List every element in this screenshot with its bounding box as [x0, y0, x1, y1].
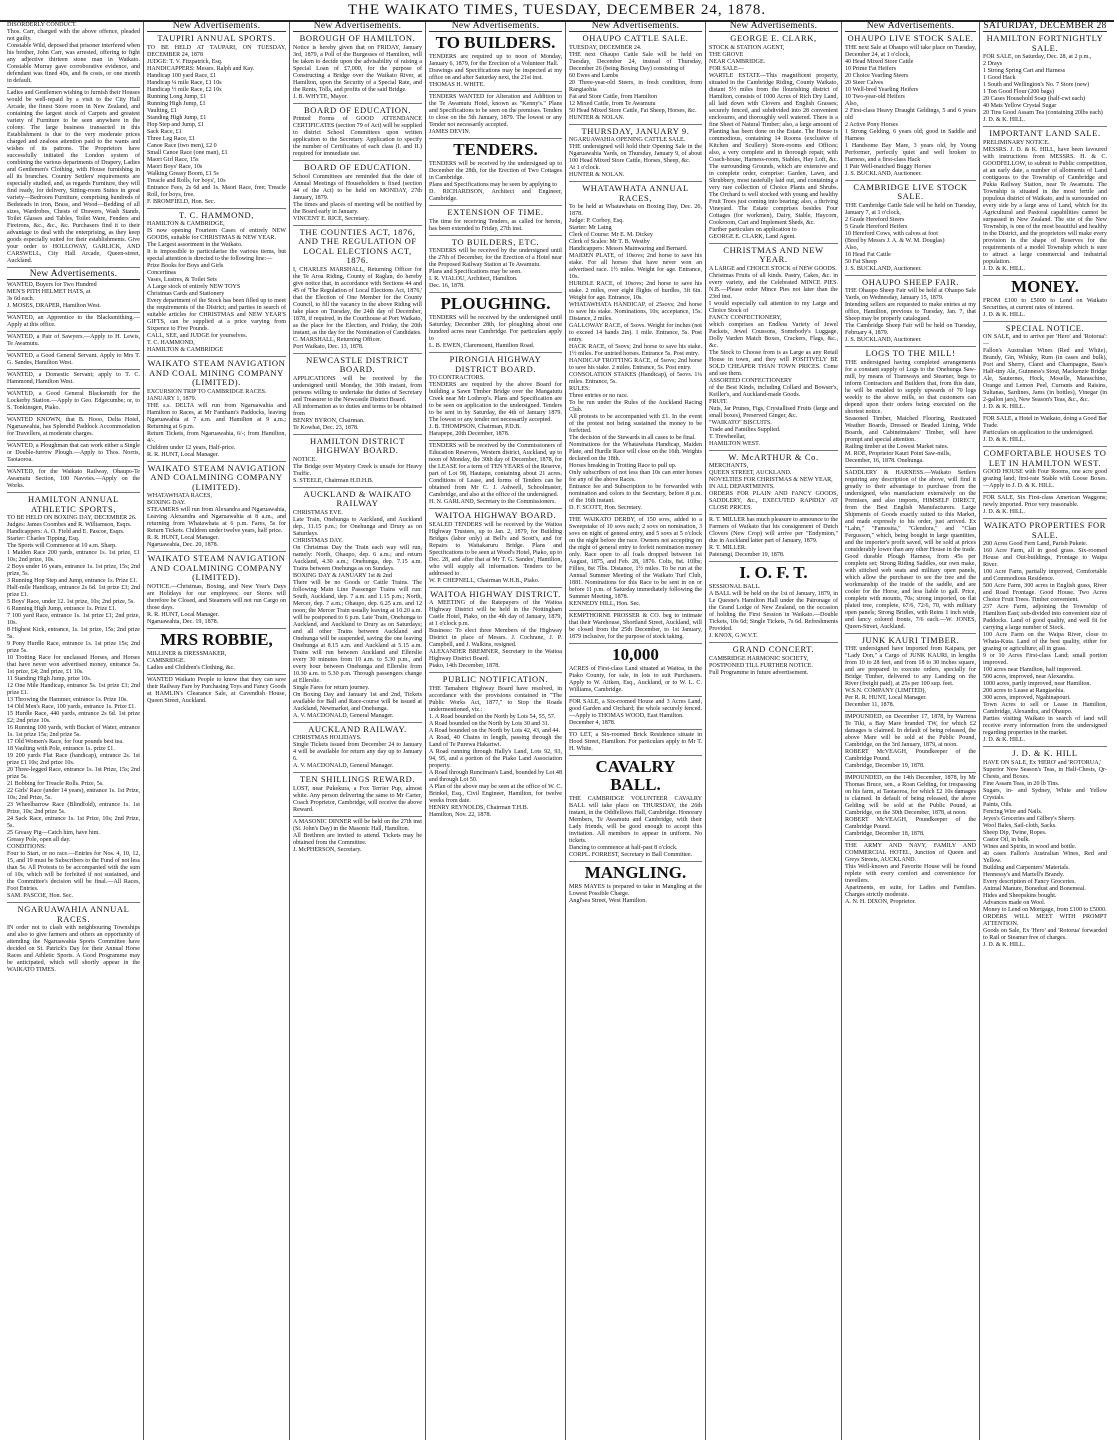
advertisement	[293, 437, 422, 488]
advertisement-body: CAMBRIDGE HARMONIC SOCIETY, POSTPONED TILL FURTHER NOTICE. Full Programme in future advertisement.	[709, 655, 813, 676]
advertisement-title: LOGS TO THE MILL!	[865, 348, 956, 358]
advertisement-title: TENDERS.	[453, 140, 538, 159]
advertisement-title: MONEY.	[1011, 276, 1079, 296]
advertisement	[293, 163, 422, 226]
advertisement	[983, 495, 1107, 519]
advertisement-title: IMPORTANT LAND SALE.	[989, 128, 1101, 138]
advertisement-body: Printed Forms of GOOD ATTENDANCE CERTIFICATES (section 79 of Act) will be supplied to district School Committees upon written application to the Secretary. Application to specify the number of Certificates of each class (I. and II.) required for immediate use.	[293, 116, 422, 157]
advertisement	[569, 699, 702, 730]
advertisement	[569, 34, 702, 125]
advertisement	[983, 34, 1107, 127]
advertisement-title: HAMILTON FORTNIGHTLY SALE.	[986, 33, 1104, 53]
advertisement-title: EXTENSION OF TIME.	[447, 207, 544, 217]
advertisement-title: OHAUPO SHEEP FAIR.	[862, 276, 959, 287]
advertisement-body: IMPOUNDED, on December 17, 1878, by Warrena Te Tiki, a Bay Mare branded TW, for which £2 damages is claimed. In default of being released, the above Mare will be sold at the Public Pound, Cambridge, on the 3rd January, 1879, at noon. ROBERT McVEAGH, Poundkeeper of the Cambridge Pound. Cambridge, December 19, 1878.	[845, 714, 976, 769]
advertisement-body: FROM £100 to £5000 to Lend on Waikato Securities, at current rates of interest. J. D. & K. HILL.	[983, 297, 1107, 318]
advertisement	[147, 211, 286, 358]
advertisement	[845, 34, 976, 181]
advertisement-body: TENDERS will be received by the Commissioners of Education Reserves, Western district, Auckland, up to noon of Monday, the 30th day of December, 1878, for the LEASE for a term of TEN YEARS of the Reserve, part of Lot 98, Hautapu, containing about 21 acres. Conditions of Lease, and forms of Tenders can be obtained from Mr C. J. Ashwell, Schoolmaster, Cambridge, and also at the office of the undersigned. H. N. GARLAND, Secretary to the Commissioners.	[429, 443, 562, 505]
advertisement-body: To be held at Whatawhata on Boxing Day, Dec. 26, 1878. Judge: P. Corboy, Esq. Starter: Mr Laing Clerk of Course: Mr E. M. Dickey Clerk of Scales: Mr T. B. Westby Handicappers: Messrs Mainwaring and Bernard. MAIDEN PLATE, of 10sovs; 2nd horse to save his stake. For all horses that have never won an advertised race. 1½ miles. Weight for age. Entrance, 10s. HURDLE RACE, of 10sovs; 2nd horse to save his stake. 2 miles, over eight flights of hurdles, 3ft 6in. Weight for age. Entrance, 10s. WHATAWHATA HANDICAP, of 25sovs; 2nd horse to save his stake. Nominations, 10s; acceptance, 15s. Distance, 2 miles. GALLOWAY RACE, of 5sovs. Weight for inches (not to exceed 14 hands 2in). 1 mile. Entrance, 5s. Post entry. HACK RACE, of 5sovs; 2nd horse to save his stake. 1½ miles. For untried horses. Entrance 5s. Post entry. HANDICAP TROTTING RACE, of 5sovs; 2nd horse to save his stake. 2 miles. Entrance, 5s. Post entry. CONSOLATION STAKES (Handicap), of 5sovs. 1¼ miles. Entrance, 5s. RULES: Three entries or no race. To be run under the Rules of the Auckland Racing Club. All protests to be accompanied with £1. In the event of the protest not being sustained the money to be forfeited. The decision of the Stewards in all cases to be final. Nominations for the Whatawhata Handicap, Maiden Plate, and Hurdle Race will close on the 16th. Weights declared on the 18th. Horses breaking in Trotting Race to pull up. Only subscribers of not less than 10s can enter horses for any of the above Races. Entrance fee and Subscription to be forwarded with nomination and colors to the Secretary, before 8 p.m. of the 16th instant. D. F. SCOTT, Hon. Secretary.	[569, 204, 702, 511]
advertisement	[983, 749, 1107, 951]
advertisement-body: SEALED TENDERS will be received by the Waitoa Highway Trustees, up to Jan. 2, 1879, for Building Bridges (labor only) at Bell's and Scott's, and for Repairs to Waitakaruru Bridge. Plans and Specifications to be seen at Wood's Hotel, Piako, up to Dec. 28, and after that at Mr T. G. Sandes', Hamilton, who will supply all information. Tenders to be addressed to W. P. CHEPNELL, Chairman W.H.B., Piako.	[429, 521, 563, 584]
newspaper-column	[290, 22, 426, 1440]
advertisement	[429, 355, 562, 441]
advertisement-title: WAITOA HIGHWAY BOARD.	[434, 510, 557, 520]
advertisement	[429, 208, 562, 236]
advertisement	[709, 453, 838, 516]
advertisement-title: MRS ROBBIE,	[160, 629, 273, 649]
advertisement-title: WAIKATO STEAM NAVIGATION AND COALMINING COMPANY (LIMITED).	[147, 462, 286, 492]
advertisement	[709, 34, 838, 244]
advertisement-body: THE Ohaupo Sheep Fair will be held at Ohaupo Sale Yards, on Wednesday, January 15, 1879. Intending sellers are requested to make entries at my office, Hamilton, previous to Tuesday, Jan. 7, that Sheep may be properly catalogued. The Cambridge Sheep Fair will be held on Tuesday, February 4, 1879. J. S. BUCKLAND, Auctioneer.	[845, 288, 976, 343]
advertisement-body: FOR SALE, Six First-class American Waggons; newly imported. Price very reasonable. J. D. & K. HILL.	[983, 495, 1107, 515]
advertisement-body: MERCHANTS, QUEEN STREET, AUCKLAND. NOVELTIES FOR CHRISTMAS & NEW YEAR, IN ALL DEPARTMENTS. ORDERS FOR PLAIN AND FANCY GOODS, SADDLERY, &c., EXECUTED RAPIDLY AT CLOSE PRICES.	[709, 463, 838, 511]
column-heading: New Advertisements.	[569, 22, 702, 32]
advertisement-title: NEWCASTLE DISTRICT BOARD.	[306, 354, 409, 374]
section-heading: New Advertisements.	[7, 270, 140, 280]
advertisement-title: JUNK KAURI TIMBER.	[861, 634, 960, 645]
advertisement	[569, 184, 702, 515]
advertisement-body: LOST, near Pukekura, a Fox Terrier Pup, almost white. Any person delivering the same to Mr Carter, Coach Proprietor, Cambridge, will receive the above Reward.	[293, 785, 422, 813]
advertisement-body: FOR SALE, a Hotel in Waikato, doing a Good Bar Trade. Particulars on application to the undersigned. J. D. & K. HILL.	[983, 416, 1107, 443]
advertisement	[709, 246, 838, 451]
advertisement-title: GRAND CONCERT.	[732, 644, 815, 654]
advertisement	[983, 278, 1107, 322]
advertisement-body: EXCURSION TRIP TO CAMBRIDGE RACES. JANUARY 1, 1879. THE s.s. DELTA will run from Ngaruawahia and Hamilton to Races, at Mr Fantham's Paddocks, leaving Ngaruawahia at 7 a.m. and Hamilton at 9 a.m.; Returning at 6 p.m. Return Tickets, from Ngaruawahia, 6/-; from Hamilton, 4/-. Children under 12 years, Half-price. R. R. HUNT, Local Manager.	[147, 388, 286, 458]
advertisement	[569, 758, 702, 862]
advertisement	[845, 714, 976, 773]
advertisement-body: WANTED, a Domestic Servant; apply to T. C. Hammond, Hamilton West.	[7, 372, 140, 385]
newspaper-column	[426, 22, 566, 1440]
advertisement	[7, 495, 140, 903]
news-item-body: Ladies and Gentlemen wishing to furnish their Houses would be well-repaid by a visit to the City Hall Arcade, the finest Store room in New Zealand, and containing the largest stock of Carpets and greatest variety of Furniture to be seen anywhere in the colony. The large business transacted in this Establishment is due to the very moderate prices charged and zealous attention paid to the wants and wishes of its patrons. The Proprietors have successfully initiated the London system of combining the various departments of Drapery, Ladies and Gentlemen's Clothing, with House furnishing in all its branches. Country Settlers' requirements are especially studied, and, as regards Furniture, they will find ready, for delivery, Sitting-room Suites in great variety—Bedroom Furniture, comprising hundreds of Bedsteads in iron, Brass, and Wood—Bedding of all sizes, Wardrobes, Chests of Drawers, Wash Stands, Toilet Glasses and Tables, Toilet Ware, Fenders and Fireirons, &c., &c., &c. Purchasers find it to their advantage to deal with the enterprising, as they keep goods especially suited for their establishments. Give your order to HOLLOWAY, GARLICK, AND CARSWELL, City Hall Arcade, Queen-street, Auckland.	[7, 90, 140, 264]
advertisement-body: THE next Sale at Ohaupo will take place on Tuesday, December 24, at 1 o'clock, 40 Head Mixed Store Cattle 10 Prime Fat Heifers 20 Choice Yearling Steers 20 Steer Calves 10 Well-bred Yearling Heifers 10 Two-year-old Heifers Also, 2 First-class Heavy Draught Geldings, 5 and 6 years old 2 Active Pony Horses 1 Strong Gelding, 6 years old; good in Saddle and Harness 1 Handsome Bay Mare, 3 years old, by Young Performer, perfectly quiet and well broken to Harness, and a first-class Hack 1 Pair Well-matched Buggy Horses J. S. BUCKLAND, Auctioneer.	[845, 44, 976, 177]
masthead: THE WAIKATO TIMES, TUESDAY, DECEMBER 24, 1878.	[0, 0, 1114, 22]
advertisement	[845, 183, 976, 276]
advertisement-body: MILLINER & DRESSMAKER, CAMBRIDGE. Ladies and Children's Clothing, &c.	[147, 650, 235, 671]
advertisement-title: MANGLING.	[584, 863, 687, 882]
advertisement	[709, 517, 838, 562]
advertisement-body: GOOD HOUSE with Four Rooms, one acre good grazing land; first-rate Stable with Loose Boxes.—Apply to J. D. & K. HILL.	[983, 469, 1107, 489]
advertisement	[983, 449, 1107, 493]
advertisement	[845, 775, 976, 841]
advertisement-body: THE Tamahere Highway Board have resolved, in accordance with the provisions contained in "The Public Works Act, 1877," to Stop the Roads undermentioned, viz.: 1. A Road bounded on the North by Lots 54, 55, 57. A Road bounded on the North by Lots 30 and 31. A Road bounded on the North by Lots 42, 43, and 44. A Road, 40 Chains in length, passing through the Land of Te Purewa Hakariwi. A Road running through Hally's Land, Lots 92, 93, 94, 95, and a portion of the Piako Land Association property. A Road through Runciman's Land, bounded by Lot 48 and through Lot 50. A Plan of the above may be seen at the office of W. C. Brinkel, Esq., Civil Engineer, Hamilton, for twelve weeks from date. HENRY REYNOLDS, Chairman T.H.B. Hamilton, Nov. 22, 1878.	[429, 685, 562, 818]
advertisement	[569, 613, 702, 644]
advertisement	[429, 675, 562, 821]
advertisement	[147, 554, 286, 629]
advertisement-title: OHAUPO CATTLE SALE.	[582, 33, 689, 43]
advertisement-body: HAMILTON & CAMBRIDGE, IS now opening Fourteen Cases of entirely NEW GOODS, suitable for CHRISTMAS & NEW YEAR. The Largest assortment in the Waikato. It is impossible to particularise the various items, but special attention is directed to the following line:— Prize Books for Boys and Girls Concertinas Vases, Lustres, & Toilet Sets A Large stock of entirely NEW TOYS Christmas Cards and Stationery Every department of the Stock has been filled up to meet the requirements of the District; and parties in search of suitable articles for CHRISTMAS and NEW YEAR'S GIFTS, can be supplied at a price varying from Sixpence to Five Pounds. CALL, SEE, and JUDGE for yourselves. T. C. HAMMOND, HAMILTON & CAMBRIDGE	[147, 221, 286, 353]
advertisement	[845, 636, 976, 713]
advertisement	[7, 372, 140, 389]
advertisement	[983, 521, 1107, 747]
advertisement-body: WHATAWHATA RACES, BOXING DAY. STEAMERS will run from Alexandra and Ngaruawahia, Leaving Alexandra and Ngaruawahia at 8 a.m., and returning from Whatawhata at 6 p.m. Fares, 5s for Return Tickets. Children under twelve years, half price. R. R. HUNT, Local Manager. Ngaruawahia, Dec. 20, 1878.	[147, 493, 286, 548]
advertisement-body: A LARGE and CHOICE STOCK of NEW GOODS. Christmas Fruits of all kinds. Pastry, Cakes, &c. in every variety, and the Celebrated MINCE PIES. N.B.—Please order Mince Pies not later than the 23rd inst. I would especially call attention to my Large and Choice Stock of FANCY CONFECTIONERY, which comprises an Endless Variety of Jewel Packets, Jewel Coussons, Somebody's Luggage, Dolly Varden Match Boxes, Crackers, Flags, &c., &c. The Stock to Choose from is as Large as any Retail House in town, and they will POSITIVELY BE SOLD CHEAPER THAN TOWN PRICES. Come and see them. ASSORTED CONFECTIONERY of the Best Kinds, including Collard and Bowser's, Keiller's, and Auckland-made Goods. FRUIT. Nuts, Jar Prunes, Figs, Crystallised Fruits (large and small boxes), Preserved Ginger, &c. "WAIKATO" BISCUITS. Trade and Families Supplied. T. Trewheellar, HAMILTON WEST.	[709, 265, 838, 447]
advertisement-title: NGARUAWAHIA ANNUAL RACES.	[17, 904, 130, 924]
advertisement	[983, 416, 1107, 447]
advertisement	[293, 106, 422, 162]
advertisement	[7, 391, 140, 415]
newspaper-page	[4, 22, 1110, 1440]
advertisement-body: IMPOUNDED, on the 14th December, 1878, by Mr Thomas Bruce, sen., a Roan Gelding, for trespassing on his farm, at Taotaoroa, for which £2 10s damages is claimed. In default of being released, the above Gelding will be sold at the Public Pound, at Cambridge, on the 30th December, 1878, at noon. ROBERT McVEAGH, Poundkeeper of the Cambridge Pound. Cambridge, December 18, 1878.	[845, 775, 976, 837]
advertisement-body: SESSIONAL BALL. A BALL will be held on the 1st of January, 1879, in Le Quesne's Hamilton Hall under the Patronage of the Grand Lodge of New Zealand, on the occasion of holding the First Session in Waikato.—Double Tickets, 10s 6d; Single Tickets, 7s 6d. Refreshments Provided. J. KNOX, G.W.V.T.	[709, 584, 838, 639]
advertisement-title: WAIKATO PROPERTIES FOR SALE.	[983, 520, 1107, 540]
advertisement-title: SPECIAL NOTICE.	[1005, 322, 1085, 333]
advertisement-body: WANTED, an Apprentice to the Blacksmithing.—Apply at this office.	[7, 315, 140, 328]
advertisement	[7, 417, 140, 441]
advertisement-title: HAMILTON DISTRICT HIGHWAY BOARD.	[310, 435, 405, 455]
advertisement	[7, 469, 140, 493]
advertisement	[147, 631, 286, 675]
advertisement-title: OHAUPO LIVE STOCK SALE.	[847, 33, 974, 43]
advertisement-body: SADDLERY & HARNESS.—Waikato Settlers requiring any description of the above, will find it greatly to their advantage to purchase from the undersigned, who manufacture extensively on the Premises, and also imports, HIMSELF DIRECT, from the Best English Manufacturers. Large Shipments of Goods exactly suited to this Market, and made expressly to his order, just arrived. Ex "Lahn," "Famosita," "Glendora," and "Clan Fergusson," which, being bought in large quantities, and the importer's profit saved, will be sold at prices considerably lower than any other House in the trade. Good durable Plough Harness, from 45s per complete set; Strong Riding Saddles, our own make, with stitched web seats and military open panels, which allow the purchaser to see the tree and the workmanship of the inside of the saddle, and are cooler for the Horse, and less liable to gall. Price, complete with mounts, 70s; strong imported, on flat plated tree, complete, 67/6, 72/6, 70, with military open panels; Strong Bridles, with Reins 1 inch wide, and fancy colored fronts, 7/6 each.—W. JONES, Queen-Street, Auckland.	[845, 469, 976, 630]
advertisement	[429, 34, 562, 92]
advertisement-body: TENDERS will be received by the undersigned until the 27th of December, for the Erection of a Hotel near the Proposed Railway Station at Te Awamutu. Plans and Specifications may be seen. I. R. VIALOU, Architect, Hamilton. Dec. 16, 1878.	[429, 248, 562, 289]
advertisement-title: TO BUILDERS, ETC.	[451, 236, 540, 247]
advertisement-body: TENDERS will be received by the undersigned up to December the 28th, for the Erection of Two Cottages in Cambridge. Plans and Specifications may be seen by applying to D. RICHARDSON, Architect and Engineer, Cambridge.	[429, 161, 562, 202]
newspaper-column	[4, 22, 144, 1440]
column-heading: SATURDAY, DECEMBER 28	[983, 22, 1107, 31]
advertisement	[709, 564, 838, 643]
advertisement-title: TAUPIRI ANNUAL SPORTS.	[157, 33, 276, 43]
advertisement-body: FOR SALE, a Six-roomed House and 3 Acres Land, good Garden and Orchard; the whole securely fenced.—Apply to THOMAS WOOD, East Hamilton. December 4, 1878.	[569, 699, 702, 726]
advertisement-body: NGARUAWAHIA OPENING CATTLE SALE. THE undersigned will hold their Opening Sale in the Ngaruawahia Yards, on Thursday, January 9, of about 100 Head Mixed Store Cattle, Horses, Sheep, &c. At 1 o'clock. HUNTER & NOLAN.	[569, 137, 702, 178]
advertisement-body: STOCK & STATION AGENT, THE GROVE NEAR CAMBRIDGE. FOR SALE— WARTLE ESTATE—This magnificent property, situated in the Cambridge Riding, County Waikato, distant 5½ miles from the flourishing district of Hamilton, consists of 1000 Acres of Rich Dry Land, all laid down with Clovers and English Grasses; securely fenced, and subdivided into 28 convenient enclosures, and thoroughly well watered. There is a fine Sheet of Natural Timber; also, a large amount of Planting has been done on the Estate. The House is commodious, containing 14 Rooms (exclusive of Kitchen and Scullery) Store-rooms and Offices; also, a very complete and in thorough repair, with Coach-house, Harness-room, Stables, Hay Loft, &c. The surrounding Grounds, which are extensive and in complete order, comprise: Garden, Lawn, and Shrubbery, most tastefully laid out, and containing a very rare collection of Choice Plants and Shrubs. The Orchard is well stocked with young and healthy Fruit Trees just coming into bearing; also, a thriving Vineyard. The Estate comprises besides Four Cottages (for workmen), Dairy, Stable, Haycorn, Cookroom, Cart and Implement Sheds, &c. Further particulars on application to GEORGE E. CLARK, Land Agent.	[709, 44, 838, 240]
advertisement-body: I, CHARLES MARSHALL, Returning Officer for the Te Aroa Riding, County of Raglan, do hereby give notice that, in accordance with Sections 44 and 45 of 'The Regulation of Local Elections Act, 1876,' that the Election of One Member for the County Council, to fill the vacancy in the above Riding will take place on Tuesday, the 24th day of December, 1878, if required, in the Courthouse at Port Waikato, as the place for the Election, and Friday, the 20th instant, as the day for the Nomination of Candidates. C. MARSHALL, Returning Officer. Port Waikato, Dec. 13, 1878.	[293, 266, 422, 350]
advertisement-body: TUESDAY, DECEMBER 24. THE next Ohaupo Cattle Sale will be held on Tuesday, December 24, instead of Thursday, December 26 (being Boxing Day) consisting of 60 Ewes and Lambs 20 Three-year-old Steers, in fresh condition, from Rangiaohia Fat and Store Cattle, from Hamilton 12 Mixed Cattle, from Te Awamutu 50 Head Mixed Store Cattle, Fat Sheep, Horses, &c. HUNTER & NOLAN.	[569, 44, 702, 121]
advertisement-body: ON SALE, and to arrive per 'Hero' and 'Rotorua':— Fallon's Australian Wines (Red and White), Brandy, Gin, Whisky, Rum (in cases and bulk), Port and Sherry, Claret and Champagne, Bass's Half-tiny Ale, Guinness's Stout, Mackenzie Bridge Ale, Sauternes, Hock, Moselle, Maraschino, Orange and Lemon Peel, Currants and Raisins, Sultanas, Sardines, Jams (in bottles), Vinegar (in 2-gallon jars), New Season's Teas, &c., &c. J. D. & K. HILL.	[983, 334, 1107, 410]
advertisement-body: School Committees are reminded that the date of Annual Meetings of Householders is fixed (section 44 of the Act) to be held on MONDAY, 27th January, 1879. The times and places of meeting will be notified by the Board early in January. VINCENT E. RICE, Secretary.	[293, 173, 422, 222]
advertisement-body: WANTED, a Ploughman that can work either a Single or Double-furrow Plough.—Apply to Thos. Norris, Taotaoroa.	[7, 443, 140, 463]
advertisement	[293, 775, 422, 817]
advertisement-body: KEMPTHORNE PROSSER & CO. beg to intimate that their Warehouse, Shortland Street, Auckland, will be closed from the 25th December, to 1st January, 1879 inclusive, for the purpose of stock taking.	[569, 613, 702, 640]
advertisement-title: WAIKATO STEAM NAVIGATION AND COALMINING COMPANY (LIMITED).	[147, 553, 286, 582]
newspaper-column	[144, 22, 290, 1440]
advertisement-body: PRELIMINARY NOTICE. MESSRS. J. D. & K. HILL, have been favoured with instructions from MESSRS. H. & C. GOODFELLOW, to submit to Public competition, at an early date, a number of allotments of Land contiguous to the Township of Cambridge and Pukia Railway Station, near Te Awamutu. The Township is situated in the most fertile and populous district of Waikato, and is surrounded on every side by a large area of Land, which for its Agricultural and Pastoral capabilities cannot be surpassed in New Zealand. The site of the New Township, is one of the most beautiful and healthy in the District, and the proprietors will make every provision in the shape of Reserves for the requirements of a model Township which is sure to attract a large commercial and industrial population. J. D. & K. HILL.	[983, 139, 1107, 272]
advertisement-body: The time for receiving Tenders, as called for herein, has been extended to Friday, 27th inst.	[429, 218, 562, 232]
advertisement-title: I. O. F. T.	[739, 563, 808, 582]
advertisement-title: PLOUGHING.	[440, 294, 551, 313]
advertisement-title: T. C. HAMMOND,	[178, 209, 255, 220]
advertisement	[845, 278, 976, 348]
advertisement-body: WANTED, Buyers for Two Hundred MEN'S PITH HELMET HATS, at 3s 6d each. J. MOSES, DRAPER, Hamilton West.	[7, 282, 101, 309]
advertisement-body: THE undersigned have imported from Kaipara, per "Lady Don," a Cargo of JUNK KAURI, in lengths from 10 to 28 feet, and from 18 to 30 inches square, and are prepared to execute orders, specially for Bridge Timber, delivered to any Landing on the River (freight paid), at 25s per 100 sup. feet. W.S.N. COMPANY (LIMITED), Per R. R. HUNT, Local Manager. December 11, 1878.	[845, 646, 976, 708]
advertisement-title: BOARD OF EDUCATION.	[303, 104, 412, 115]
advertisement-title: TEN SHILLINGS REWARD.	[299, 774, 416, 784]
advertisement	[147, 677, 286, 707]
advertisement-body: R. T. MILLER has much pleasure to announce to the Farmers of Waikato that his consignment of Dutch Clovers (New Crop) will arrive per "Endymion," due in Auckland latter part of January, 1879. R. T. MILLER. Paterangi, December 19, 1878.	[709, 517, 838, 558]
news-item	[7, 22, 140, 88]
advertisement-body: A MASONIC DINNER will be held on the 27th inst (St. John's Day) in the Masonic Hall, Hamilton. All Brethren are invited to attend. Tickets may be obtained from the Committee. J. McPHERSON, Secretary.	[293, 818, 422, 853]
advertisement-body: WANTED KNOWN, that B. Hooo, Delta Hotel, Ngaruawahia, has Splendid Paddock Accommodation for Travellers, at moderate charges.	[7, 417, 140, 437]
news-item	[7, 90, 140, 268]
advertisement-title: W. McARTHUR & Co.	[728, 451, 819, 462]
advertisement	[845, 349, 976, 468]
advertisement	[293, 228, 422, 354]
advertisement-title: COMFORTABLE HOUSES TO LET IN HAMILTON WEST.	[983, 448, 1107, 468]
advertisement-body: MRS MAYES is prepared to take in Mangling at the Lowest Possible Charge. Angl'sea Street, West Hamilton.	[569, 884, 702, 904]
advertisement-body: IN order not to clash with neighbouring Townships and also to give farmers and others an opportunity of attending the Ngaruawahia Sports Committee have decided on St. Patrick's Day for their Annual Horse Races and Athletic Sports. A Good Programme may be anticipated, which will shortly appear in the WAIKATO TIMES.	[7, 925, 140, 973]
advertisement-title: J. D. & K. HILL	[1012, 748, 1078, 758]
advertisement-body: CHRISTMAS HOLIDAYS. Single Tickets issued from December 24 to January 4 will be available for return any day up to January 6. A. V. MACDONALD, General Manager.	[293, 735, 422, 769]
advertisement-body: CHRISTMAS EVE. Late Train, Onehunga to Auckland, and Auckland dep., 11.15 p.m.; for Onehunga and Drury as on Saturdays. CHRISTMAS DAY. On Christmas Day the Train each way will run, namely: North, Ohaupo, dep. 6 a.m.; and return Auckland, 4.30 a.m.; Onehunga, dep. 7.15 a.m. Trains between Onehunga as on Sundays. BOXING DAY & JANUARY 1st & 2nd There will be no Goods or Cattle Trains. The following Main Line Passenger Trains will run: South, Auckland, dep. 7 a.m. and 1.15 p.m.; North, Mercer, dep. 7 a.m.; Ohaupo, dep. 6.25 a.m. and 12 noon; the Mercer Train usually leaving at 10.20 a.m. will be postponed to 6 p.m. Late Train, Onehunga to Auckland, and Auckland to Drury as on Saturdays; and all other Trains between Auckland and Onehunga will be suspended, saving the one leaving Onehunga at 8.15 a.m. and Auckland at 5.15 a.m. Trains will run between Auckland and Ellerslie every 30 minutes from 10 a.m. to 5.30 p.m., and every hour between Onehunga and Ellerslie from 10.30 a.m. to 5.30 p.m. Through passengers change at Ellerslie. Single Fares for return journey. On Boxing Day and January 1st and 2nd, Tickets available for Ball and Race-course will be issued at Auckland, Newmarket, and Onehunga. A. V. MACDONALD, General Manager.	[293, 509, 422, 719]
column-heading: New Advertisements.	[709, 22, 838, 32]
advertisement-body: NOTICE.—Christmas, Boxing, and New Year's Days are Holidays for our employees; our Stores will therefore be Closed, and Steamers will not run Cargo on those days. R. R. HUNT, Local Manager. Ngaruawahia, Dec. 19, 1878.	[147, 583, 286, 625]
advertisement-body: THE CAMBRIDGE VOLUNTEER CAVALRY BALL will take place on THURSDAY, the 26th instant, in the Oddfellows Hall, Cambridge. Honorary Members, Te Awamutu and Cambridge, with their Lady friends, will be good enough to accept this invitation. All members to appear in uniform. No tickets. Dancing to commence at half-past 8 o'clock. CORPL. FORREST, Secretary to Ball Committee.	[569, 796, 702, 858]
advertisement-body: 200 Acres Good Fern Land, Parish Pukete. 160 Acre Farm, all in good grass. Six-roomed House and Out-buildings, Frontage to Waipa River. 100 Acre Farm, partially improved, Comfortable and Commodious Residence. 500 Acre Farm, 300 acres in English grass, River and Road Frontage. Good House. Two Acres Choice Fruit Trees. Timber convenient. 237 Acre Farm, adjoining the Township of Hamilton East; sub-divided into convenient size of Paddocks. Land of good quality, and well fit for carrying a large number of Stock. 100 Acre Farm on the Waipa River, close to Whata-Kuta. Land of the best quality, either for grazing or agriculture; all in grass. 9 or 10 Acres First-class Land; small portion improved. 100 acres near Hamilton, half improved. 500 acres, improved, near Alexandra. 1000 acres, partly improved, near Hamilton. 200 acres to Lease at Rangiaohia. 300 acres, improved, Ngahinapouri. Town Acres to sell or Lease in Hamilton, Cambridge, Alexandra, and Ohaupo. Parties visiting Waikato in search of land will receive every information from the undersigned regarding properties in the market. J. D. & K. HILL.	[983, 541, 1107, 743]
advertisement	[845, 470, 976, 634]
advertisement-title: HAMILTON ANNUAL ATHLETIC SPORTS,	[28, 494, 119, 514]
advertisement-body: TO BE HELD AT TAUPARI, ON TUESDAY, DECEMBER 24, 1878 JUDGE: T. V. Fitzpatrick, Esq. HANDICAPPERS: Messrs. Ralph and Kay. Handicap 100 yard Race, £1 Handicap ¼ mile Race, £1 10s Handicap ½ mile Race, £2 10s Running Long Jump, £1 Running High Jump, £1 Vaulting, £1 Standing High Jump, £1 Hop Step and Jump, £1 Sack Race, £1 Three Leg Race, £1 Canoe Race (two men), £2 0 Small Canoe Race (one man), £1 Maori Girl Race, 15s Maori Boys' Race, 10s Walking Greasy Boom, £1 5s Treacle and Rolls, for boys', 10s Entrance Fees, 2s 6d and 1s. Maori Race, free; Treacle Roll, for boys, free. F. BROMFIELD, Hon. Sec.	[147, 44, 286, 205]
advertisement	[569, 517, 702, 611]
advertisement	[147, 359, 286, 462]
advertisement-title: TO BUILDERS.	[435, 33, 556, 52]
advertisement-body: Notice is hereby given that on FRIDAY, January 3rd, 1879, a Poll of the Burgesses of Hamilton, will be taken to decide upon the advisability of raising a Special Loan of £7,000, for the purpose of Constructing a Bridge over the Waikato River, at Hamilton, upon the Security of a Special Rate, and the Rents, Tolls, and profits of the said Bridge. J. B. WHYTE, Mayor.	[293, 44, 422, 100]
advertisement	[429, 295, 562, 353]
advertisement-body: TO LET, a Six-roomed Brick Residence situate in Hood Street, Hamilton. For particulars apply to Mr T. H. White.	[569, 732, 702, 752]
advertisement-body: TO CONTRACTORS. TENDERS are required by the above Board for building a Sawn Timber Bridge over the Mangatutu Creek near Mr Lothrop's. Plans and Specification are to be seen on application to the undersigned. Tenders to be sent in by Saturday, the 4th of January 1879. The lowest or any tender not necessarily accepted. J. B. THOMPSON, Chairman, P.D.B. Harapepe, 20th December, 1878.	[429, 375, 562, 437]
advertisement-title: CAVALRY BALL.	[595, 757, 676, 794]
advertisement	[983, 324, 1107, 415]
advertisement-body: WANTED Waikato People to know that they can save their Railway Fare by Purchasing Toys and Fancy Goods at HAMLIN's Clearance Sale, at Cavendish House, Queen Street, Auckland.	[147, 676, 286, 704]
advertisement-body: APPLICATIONS will be received by the undersigned until Monday, the 30th instant, from persons willing to undertake the duties of Secretary and Treasurer to the Newcastle District Board. All information as to duties and terms to be obtained from BENRY BYRON, Chairman. Te Kowhai, Dec. 23, 1878.	[293, 375, 422, 431]
advertisement-body: WANTED, a Good General Blacksmith for the Lockerby Station.—Apply to Geo. Edgecumbe; or, to S. Tonkinsgen, Piako.	[7, 391, 140, 411]
column-heading: New Advertisements.	[845, 22, 976, 32]
advertisement	[429, 511, 562, 588]
advertisement-body: WANTED, a Good General Servant. Apply to Mrs T. G. Sandes, Hamilton West.	[7, 353, 140, 366]
advertisement	[429, 94, 562, 139]
advertisement-body: THE Cambridge Cattle Sale will be held on Tuesday, January 7, at 1 o'clock, 2 Grade Hereford Steers 5 Grade Hereford Heifers 10 Hereford Cows, with calves at foot (Bred by Messrs J. A. & W. M. Douglas) Also, 10 Head Fat Cattle 50 Fat Sheep J. S. BUCKLAND, Auctioneer.	[845, 202, 976, 272]
advertisement-title: AUCKLAND RAILWAY.	[308, 723, 407, 734]
advertisement	[429, 141, 562, 206]
advertisement	[293, 725, 422, 774]
advertisement-title: CAMBRIDGE LIVE STOCK SALE.	[853, 181, 968, 201]
advertisement-body: THE undersigned having completed arrangements for a constant supply of Logs to the Onehunga Saw-mill, by means of Tramways and Steamer, begs to inform Contractors and Builders that, from this date, he will be enabled to supply upwards of 70 logs weekly to the above mills, so that customers can depend upon their orders being executed on the shortest notice. Seasoned Timber, Matched Flooring, Rusticated Weather Boards, Dressed or Beaded Lining, Wide Boards, and Cabinetmakers' Timber, will have prompt and special attention. Railing timber at the Lowest Market rates. M. ROE, Proprietor Kauri Point Saw-mills, December, 16, 1878. Onehunga.	[845, 359, 976, 464]
advertisement	[293, 490, 422, 723]
advertisement-body: TENDERS are required up to noon of Monday, January 6, 1879, for the Erection of a Volunteer Hall. Drawings and Specifications may be inspected at my office on and after Saturday next, the 21st inst. THOMAS H. WHITE.	[429, 54, 562, 88]
advertisement-body: ACRES of First-class Land situated at Waitoa, in the Piako County, for sale, in lots to suit Purchasers. Apply to W. Aitken, Esq., Auckland, or to W. L. C. Williams, Cambridge.	[569, 666, 702, 693]
advertisement-body: WANTED, a Pair of Sawyers.—Apply to H. Lewis, Te Awamutu.	[7, 334, 140, 347]
advertisement-title: AUCKLAND & WAIKATO RAILWAY	[303, 488, 412, 508]
newspaper-column	[980, 22, 1110, 1440]
advertisement	[7, 282, 140, 313]
advertisement-title: BOROUGH OF HAMILTON.	[299, 33, 416, 43]
advertisement	[845, 843, 976, 908]
advertisement	[147, 34, 286, 209]
advertisement-title: PUBLIC NOTIFICATION.	[442, 674, 549, 684]
advertisement-body: THE ARMY AND NAVY, FAMILY AND COMMERCIAL HOTEL, Junction of Queen and Greys Streets, AUCKLAND. This Well-known and Favorite House will be found replete with every comfort and convenience for travellers. Apartments, en suite, for Ladies and Families. Charges strictly moderate. A. N. H. DIXON, Proprietor.	[845, 843, 976, 905]
advertisement	[709, 645, 838, 679]
advertisement	[569, 127, 702, 183]
advertisement-body: TO BE HELD ON BOXING DAY, DECEMBER 26. Judges: James Coombes and R. Williamson, Esqrs. Handicappers: A. O. Field and E. Pascoe, Esqrs. Starter: Charles Tipping, Esq. The Sports will Commence at 10 a.m. Sharp. 1 Maiden Race 200 yards, entrance 1s. 1st prize, £1 10s; 2nd prize, 10s. 2 Boys under 16 years, entrance 1s. 1st prize, 15s; 2nd prize, 5s. 3 Running Hop Step and Jump, entrance 1s. Prize £1. Half-mile Handicap, entrance 2s 6d. 1st prize £3; 2nd prize £1. 5 Boys' Race, under 12. 1st prize, 10s; 2nd prize, 5s. 6 Running High Jump, entrance 1s. Prize £1. 7 100 yard Race, entrance 1s. 1st prize £1; 2nd prize, 10s. 8 Highest Kick, entrance, 1s. 1st prize, 15s; 2nd prize 5s. 9 Pony Hurdle Race, entrance 1s. 1st prize 15s; 2nd prize 5s. 10 Trotting Race for unclassed Horses, and Horses that have never won advertised money, entrance 5s. 1st prize, £4; 2nd prize, £1 10s. 11 Standing High Jump, prize 10s. 12 One Mile Handicap, entrance 5s. 1st prize £3; 2nd prize £1. 13 Throwing the Hammer, entrance 1s. Prize 10s. 14 Old Men's Race, 100 yards, entrance 1s. Prize £1. 15 Hurdle Race, 440 yards, entrance 2s 6d. 1st prize £2; 2nd prize 10s. 16 Running 100 yards, with Bucket of Water, entrance 1s. 1st prize 15s; 2nd prize 5s. 17 Old Women's Race, for four pounds best tea. 18 Vaulting with Pole, entrance 1s. prize £1. 19 200 yards Flat Race (handicap), entrance 2s. 1st prize £1 10s; 2nd prize 10s. 20 Three-legged Race, entrance 1s. 1st Prize, 15s; 2nd prize 5s. 21 Bobbing for Treacle Rolls. Prize, 5s. 22 Girls' Race (under 14 years), entrance 1s. 1st Prize, 10s; 2nd Prize, 5s. 23 Wheelbarrow Race (Blindfold), entrance 1s. 1st Prize, 10s; 2nd prize 5s. 24 Sack Race, entrance 1s. 1st Prize, 10s; 2nd Prize, 5s. 25 Greasy Pig—Catch him, have him. Greasy Pole, open all day. CONDITIONS: Four to Start, or no race.—Entries for Nos. 4, 10, 12, 15, and 19 must be Subscribers to the Fund of not less than 5s. All Protests to be accompanied with the sum of 10s, which will be forfeited if not sustained, and the Committee's decision will be final.—All Races, Foot Entries. SAM. PASCOE, Hon. Sec.	[7, 515, 140, 899]
advertisement	[429, 238, 562, 294]
column-heading: New Advertisements.	[429, 22, 562, 32]
advertisement-title: GEORGE E. CLARK,	[730, 33, 817, 43]
advertisement-body: FOR SALE, on Saturday, Dec. 28, at 2 p.m., 2 Drays 1 Strong Spring Cart and Harness 1 Good Hack 1 South and Wellington's No. 7 Store (new) 1 Ton Good Flour (200 bags) 20 Cases Household Soap (half-cwt each) 40 Mats Yellow Crystal Sugar 20 Tins Good Assam Tea (containing 20lbs each) J. D. & K. HILL.	[983, 54, 1103, 123]
column-heading: New Advertisements.	[147, 22, 286, 32]
advertisement-body: HAVE ON SALE, Ex 'HERO' and 'ROTORUA,' Superior New Season's Teas, in Half-Chests, Qr-Chests, and Boxes. Fine Assam Teas, in 20 lb Tins. Sugars, in- and Sydney, White and Yellow Crystals. Paints, Oils. Fencing Wire and Nails. Jeyes's Groceries and Gilbey's Sherry. Wool Bales, Sail-cloth, Sacks. Sheep Dip, Twine, Ropes. Castor Oil, in bulk. Wines and Spirits, in wood and bottle. 40 cases Fallon's Australian Wines, Red and Yellow. Building and Carpenters' Materials. Hennessy's and Martell's Brandy. Every description of Fancy Groceries. Animal Manure, Bonedust and Bonemeal. Hides and Sheepskins bought. Advances made on Wool. Money to Lend on Mortgage, from £100 to £5000. ORDERS WILL MEET WITH PROMPT ATTENTION. Goods on Sale, Ex 'Hero' and 'Rotorua' forwarded to Rail or Steamer free of charges. J. D. & K. HILL.	[983, 759, 1107, 948]
advertisement	[293, 819, 422, 856]
advertisement	[7, 353, 140, 370]
advertisement-title: THURSDAY, JANUARY 9.	[581, 125, 690, 136]
advertisement-title: PIRONGIA HIGHWAY DISTRICT BOARD.	[449, 354, 542, 374]
advertisement-body: THE WAIKATO DERBY, of 150 sovs, added to a Sweepstake of 10 sovs each; 2 sovs on nomination, 3 sovs on night of general entry, and 5 sovs at 5 o'clock on the night before the race. Owners not accepting on the night of general entry to forfeit nomination money only. Race open to all foals dropped between 1st August, 1875, and Feb. 28, 1876. Colts, 8st. 10lbs; Fillies, 8st 7lbs. Distance, 1½ miles. To be run at the Annual Summer Meeting of the Waikato Turf Club, 1881. Nominations for this Race to be sent in on or before 11 p.m. of Saturday immediately following the Summer Meeting, 1878. KENNEDY HILL, Hon. Sec.	[569, 517, 702, 607]
advertisement-title: THE COUNTIES ACT, 1876, AND THE REGULATION OF LOCAL ELECTIONS ACT, 1876.	[298, 226, 417, 265]
advertisement	[569, 732, 702, 756]
advertisement	[293, 356, 422, 435]
advertisement	[147, 464, 286, 553]
advertisement	[293, 34, 422, 104]
advertisement-body: TENDERS will be received by the undersigned until Saturday, December 28th, for ploughing about one hundred acres near Cambridge. For particulars apply to L. B. EWEN, Claremount, Hamilton Road.	[429, 315, 562, 349]
newspaper-column	[842, 22, 980, 1440]
advertisement	[569, 864, 702, 907]
advertisement-title: WAITOA HIGHWAY DISTRICT.	[430, 588, 561, 599]
advertisement-body: A MEETING of the Ratepayers of the Waitoa Highway District will be held in the Nottingham Castle Hotel, Piako, on the 4th day of January, 1879, at 1 o'clock p.m. Business: To elect three Members of the Highway District in place of Messrs. J. Cochrane, J. P. Campbell, and J. Walkins, resigned. ALEXANDER BREMNER, Secretary to the Waitoa Highway District Board. Piako, 14th December, 1878.	[429, 600, 562, 669]
advertisement-body: TENDERS WANTED for Alteration and Addition to the Te Awamutu Hotel, known as "Kenny's." Plans and Specifications to be seen on the premises. Tenders to close on the 5th January, 1879. The lowest or any Tender not necessarily accepted. JAMES DEVIN.	[429, 94, 562, 135]
advertisement	[983, 129, 1107, 276]
advertisement-body: NOTICE. The Bridge over Mystery Creek is unsafe for Heavy Traffic. S. STEELE, Chairman H.D.H.B.	[293, 456, 422, 484]
advertisement-title: BOARD OF EDUCATION.	[303, 162, 412, 172]
newspaper-column	[706, 22, 842, 1440]
newspaper-column	[566, 22, 706, 1440]
column-heading: New Advertisements.	[293, 22, 422, 32]
advertisement	[7, 315, 140, 332]
advertisement	[569, 646, 702, 697]
advertisement-title: 10,000	[612, 645, 659, 664]
advertisement	[7, 334, 140, 351]
news-item-body: DISORDERLY CONDUCT. Thos. Carr, charged with the above offence, pleaded not guilty. Constable Wild, deposed that prisoner interfered when his brother, John Carr, was arrested, offering to fight any adjective thirteen stone man in Waikato. Constable Murray gave corroborative evidence, and defendant was fined 40s, and 8s costs, or one month in default.	[7, 22, 140, 84]
advertisement-body: WANTED, for the Waikato Railway, Ohaupo-Te Awamutu Section, 100 Navvies.—Apply on the Works.	[7, 469, 140, 489]
advertisement-title: WAIKATO STEAM NAVIGATION AND COAL MINING COMPANY (LIMITED).	[147, 358, 286, 387]
advertisement-title: WHATAWHATA ANNUAL RACES,	[582, 183, 689, 203]
advertisement	[429, 443, 562, 509]
advertisement-title: CHRISTMAS AND NEW YEAR.	[723, 244, 824, 264]
advertisement	[7, 905, 140, 976]
advertisement	[429, 590, 562, 674]
advertisement	[7, 443, 140, 467]
